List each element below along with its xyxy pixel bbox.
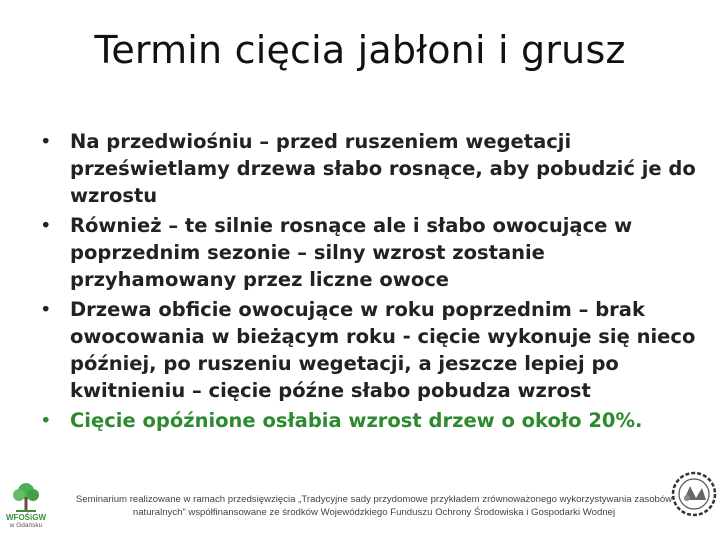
circular-emblem-logo-icon	[670, 470, 718, 518]
bullet-item: • Również – te silnie rosnące ale i słabo owocujące w poprzednim sezonie – silny wzrost zostanie przyhamowany przez liczne owoce	[36, 212, 696, 293]
bullet-item: • Drzewa obficie owocujące w roku poprzednim – brak owocowania w bieżącym roku - cięcie wykonuje się nieco później, po ruszeniu wegetacji, a jeszcze lepiej po kwitnieniu – cięcie późne słabo pobudza wzrost	[36, 296, 696, 404]
slide-title: Termin cięcia jabłoni i grusz	[94, 28, 626, 72]
bullet-item-highlighted: • Cięcie opóźnione osłabia wzrost drzew o około 20%.	[36, 407, 696, 434]
wfosigw-logo	[0, 480, 52, 530]
footer-text: Seminarium realizowane w ramach przedsięwzięcia „Tradycyjne sady przydomowe przykładem zrównoważonego wykorzystywania zasobów naturalnych” współfinansowane ze środków Wojewódzkiego Funduszu Ochrony Środowiska i Gospodarki Wodnej	[75, 494, 673, 518]
bullet-item: • Na przedwiośniu – przed ruszeniem wegetacji prześwietlamy drzewa słabo rosnące, aby pobudzić je do wzrostu	[36, 128, 696, 209]
tree-logo-icon	[0, 480, 52, 514]
right-logo	[670, 470, 718, 518]
bullet-list	[36, 128, 696, 437]
logo-left-name: WFOŚiGW	[6, 513, 46, 522]
logo-left-subtitle: w Gdańsku	[9, 522, 43, 529]
